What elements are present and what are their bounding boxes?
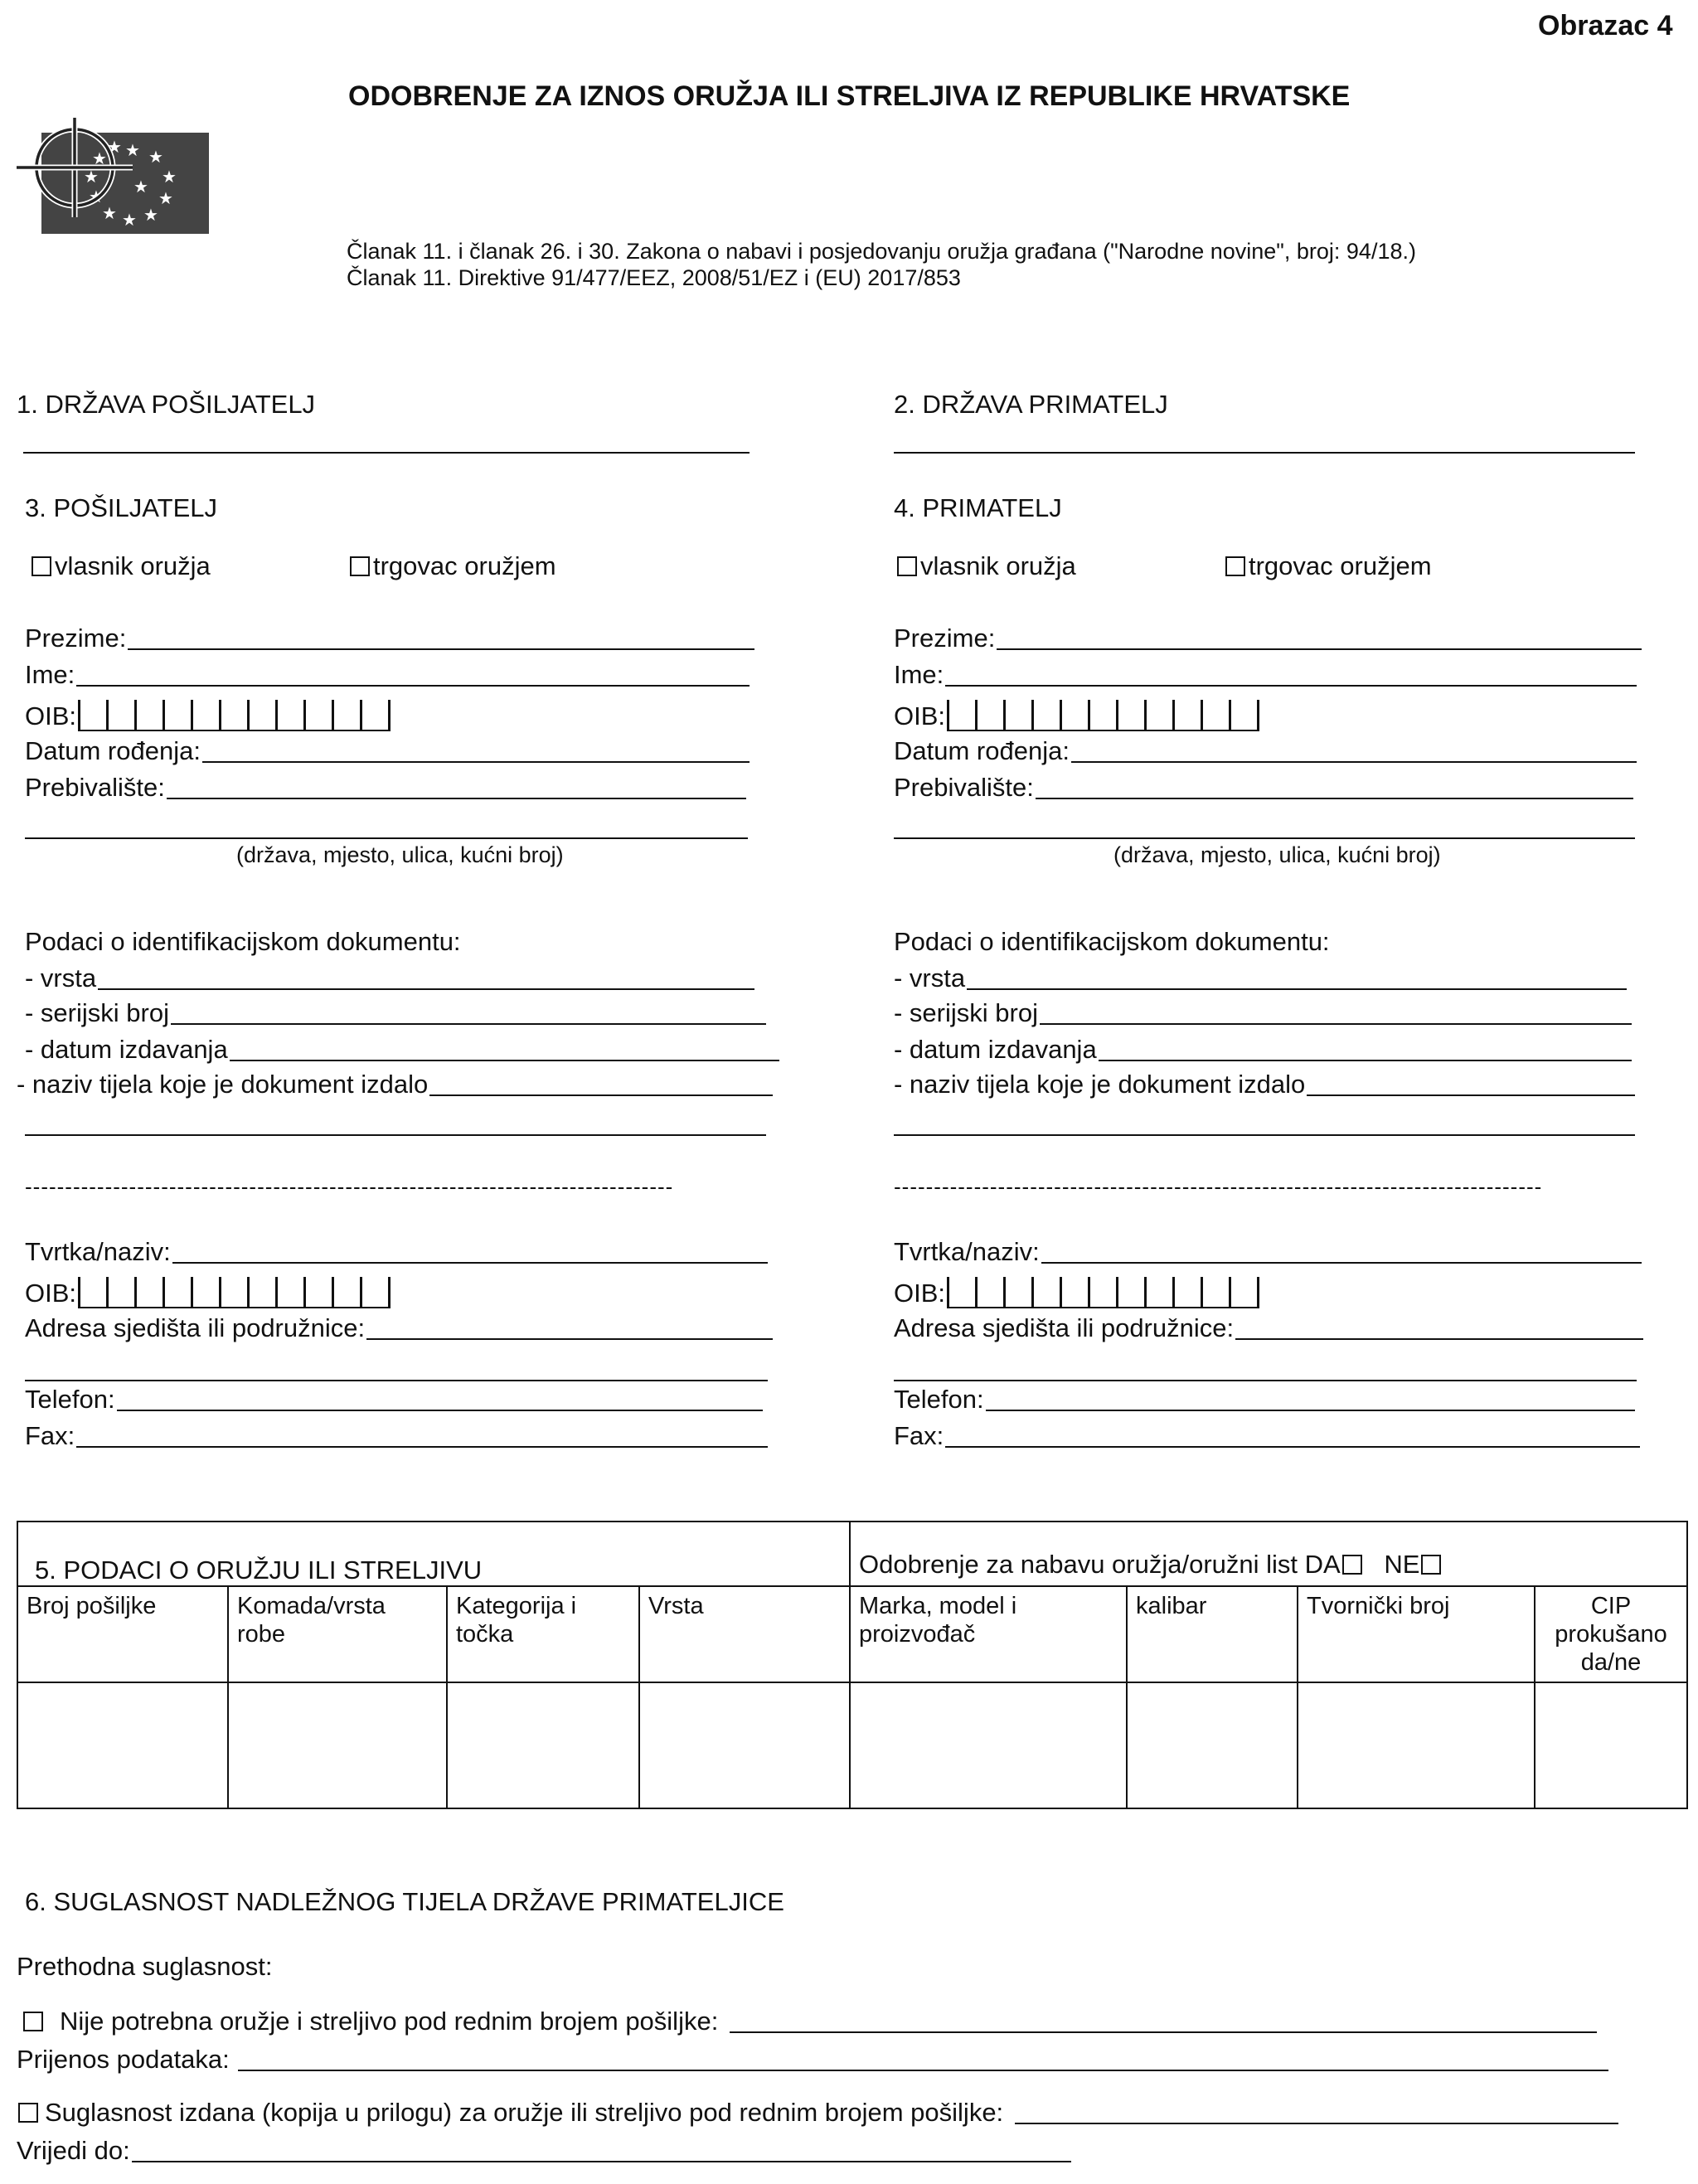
recipient-id-issuer-field[interactable]: - naziv tijela koje je dokument izdalo — [894, 1070, 1635, 1099]
law-reference-1: Članak 11. i članak 26. i 30. Zakona o nabavi i posjedovanju oružja građana ("Narodne novine", broj: 94/18.) — [347, 239, 1416, 264]
sender-id-type-field[interactable]: - vrsta — [25, 963, 754, 993]
checkbox-icon[interactable] — [897, 556, 917, 576]
col-header: Vrsta — [639, 1586, 850, 1682]
sender-fax-field[interactable]: Fax: — [25, 1421, 768, 1451]
sender-id-serial-field[interactable]: - serijski broj — [25, 998, 766, 1028]
svg-text:★: ★ — [143, 206, 158, 225]
recipient-owner-option[interactable]: vlasnik oružja — [897, 551, 1076, 581]
consent-issued-checkbox[interactable] — [18, 2103, 38, 2123]
sender-id-heading: Podaci o identifikacijskom dokumentu: — [25, 927, 461, 956]
sender-residence-field[interactable]: Prebivalište: — [25, 773, 746, 803]
eu-logo — [17, 116, 209, 234]
law-reference-2: Članak 11. Direktive 91/477/EEZ, 2008/51/EZ i (EU) 2017/853 — [347, 265, 961, 290]
sender-surname-field[interactable]: Prezime: — [25, 624, 754, 653]
sender-heading: 3. POŠILJATELJ — [25, 493, 218, 522]
sender-company-field[interactable]: Tvrtka/naziv: — [25, 1237, 768, 1267]
svg-text:★: ★ — [162, 168, 177, 187]
oib-boxes[interactable] — [78, 1275, 391, 1308]
sender-country-field[interactable] — [23, 452, 750, 454]
svg-text:★: ★ — [122, 211, 137, 230]
weapons-heading: 5. PODACI O ORUŽJU ILI STRELJIVU — [35, 1555, 483, 1585]
recipient-name-field[interactable]: Ime: — [894, 660, 1637, 690]
col-header: Tvornički broj — [1298, 1586, 1535, 1682]
col-header: Broj pošiljke — [17, 1586, 228, 1682]
oib-boxes[interactable] — [947, 1275, 1259, 1308]
recipient-residence-field[interactable]: Prebivalište: — [894, 773, 1633, 803]
recipient-country-field[interactable] — [894, 452, 1635, 454]
permit-cell — [850, 1522, 1687, 1586]
consent-issued-field[interactable]: Suglasnost izdana (kopija u prilogu) za oružje ili streljivo pod rednim brojem pošiljke: — [18, 2098, 1618, 2128]
sender-id-extra-line[interactable] — [25, 1134, 766, 1136]
sender-address-field[interactable]: Adresa sjedišta ili podružnice: — [25, 1313, 773, 1343]
col-header: Kategorija i točka — [447, 1586, 639, 1682]
sender-name-field[interactable]: Ime: — [25, 660, 750, 690]
form-title: ODOBRENJE ZA IZNOS ORUŽJA ILI STRELJIVA IZ REPUBLIKE HRVATSKE — [348, 80, 1351, 112]
col-header: CIP prokušano da/ne — [1535, 1586, 1687, 1682]
sender-id-issuer-field[interactable]: - naziv tijela koje je dokument izdalo — [17, 1070, 773, 1099]
table-cell[interactable] — [639, 1682, 850, 1808]
col-header: Marka, model i proizvođač — [850, 1586, 1127, 1682]
table-cell[interactable] — [1127, 1682, 1298, 1808]
weapons-table — [17, 1521, 1688, 1809]
sender-address-line2[interactable] — [25, 1380, 768, 1381]
recipient-company-oib-field[interactable]: OIB: — [894, 1275, 1259, 1308]
recipient-id-heading: Podaci o identifikacijskom dokumentu: — [894, 927, 1330, 956]
permit-label: Odobrenje za nabavu oružja/oružni list DA — [859, 1550, 1341, 1579]
recipient-residence-line2[interactable] — [894, 837, 1635, 839]
sender-dealer-option[interactable]: trgovac oružjem — [350, 551, 556, 581]
table-cell[interactable] — [17, 1682, 228, 1808]
sender-residence-hint: (država, mjesto, ulica, kućni broj) — [236, 842, 564, 867]
col-header: kalibar — [1127, 1586, 1298, 1682]
sender-oib-field[interactable]: OIB: — [25, 698, 391, 731]
not-needed-field[interactable]: Nije potrebna oružje i streljivo pod rednim brojem pošiljke: — [23, 2007, 1597, 2036]
recipient-address-field[interactable]: Adresa sjedišta ili podružnice: — [894, 1313, 1643, 1343]
sender-owner-option[interactable]: vlasnik oružja — [32, 551, 211, 581]
table-cell[interactable] — [850, 1682, 1127, 1808]
recipient-dob-field[interactable]: Datum rođenja: — [894, 736, 1637, 766]
svg-text:★: ★ — [158, 190, 173, 208]
form-number: Obrazac 4 — [1538, 10, 1673, 41]
recipient-phone-field[interactable]: Telefon: — [894, 1385, 1635, 1415]
checkbox-icon[interactable] — [350, 556, 370, 576]
recipient-id-type-field[interactable]: - vrsta — [894, 963, 1627, 993]
not-needed-checkbox[interactable] — [23, 2012, 43, 2031]
recipient-separator: --------------------------------------------------------------------------------- — [894, 1174, 1543, 1199]
sender-separator: --------------------------------------------------------------------------------- — [25, 1174, 674, 1199]
table-cell[interactable] — [1535, 1682, 1687, 1808]
recipient-oib-field[interactable]: OIB: — [894, 698, 1259, 731]
checkbox-icon[interactable] — [32, 556, 51, 576]
recipient-surname-field[interactable]: Prezime: — [894, 624, 1642, 653]
svg-text:★: ★ — [102, 205, 117, 223]
recipient-company-field[interactable]: Tvrtka/naziv: — [894, 1237, 1642, 1267]
permit-yes-checkbox[interactable] — [1342, 1555, 1362, 1575]
checkbox-icon[interactable] — [1225, 556, 1245, 576]
svg-text:★: ★ — [92, 150, 107, 168]
recipient-dealer-option[interactable]: trgovac oružjem — [1225, 551, 1432, 581]
table-cell[interactable] — [1298, 1682, 1535, 1808]
weapons-heading-cell — [17, 1522, 850, 1586]
sender-country-label: 1. DRŽAVA POŠILJATELJ — [17, 390, 316, 419]
section6-heading: 6. SUGLASNOST NADLEŽNOG TIJELA DRŽAVE PRIMATELJICE — [25, 1887, 784, 1916]
sender-phone-field[interactable]: Telefon: — [25, 1385, 763, 1415]
table-cell[interactable] — [447, 1682, 639, 1808]
recipient-address-line2[interactable] — [894, 1380, 1637, 1381]
svg-text:★: ★ — [148, 148, 163, 167]
recipient-heading: 4. PRIMATELJ — [894, 493, 1062, 522]
svg-text:★: ★ — [84, 168, 99, 187]
svg-text:★: ★ — [125, 142, 140, 160]
sender-dob-field[interactable]: Datum rođenja: — [25, 736, 750, 766]
svg-text:★: ★ — [89, 188, 104, 206]
oib-boxes[interactable] — [78, 698, 391, 731]
prior-consent-label: Prethodna suglasnost: — [17, 1952, 273, 1981]
recipient-residence-hint: (država, mjesto, ulica, kućni broj) — [1113, 842, 1441, 867]
recipient-fax-field[interactable]: Fax: — [894, 1421, 1640, 1451]
col-header: Komada/vrsta robe — [228, 1586, 447, 1682]
recipient-id-extra-line[interactable] — [894, 1134, 1635, 1136]
svg-text:★: ★ — [133, 178, 148, 197]
svg-text:★: ★ — [107, 138, 122, 157]
recipient-country-label: 2. DRŽAVA PRIMATELJ — [894, 390, 1168, 419]
table-cell[interactable] — [228, 1682, 447, 1808]
valid-until-field[interactable]: Vrijedi do: — [17, 2136, 1071, 2166]
data-transfer-field[interactable]: Prijenos podataka: — [17, 2045, 1608, 2075]
sender-residence-line2[interactable] — [25, 837, 748, 839]
recipient-id-serial-field[interactable]: - serijski broj — [894, 998, 1632, 1028]
sender-company-oib-field[interactable]: OIB: — [25, 1275, 391, 1308]
recipient-id-date-field[interactable]: - datum izdavanja — [894, 1035, 1632, 1065]
permit-no-label: NE — [1384, 1550, 1420, 1579]
permit-no-checkbox[interactable] — [1421, 1555, 1441, 1575]
oib-boxes[interactable] — [947, 698, 1259, 731]
sender-id-date-field[interactable]: - datum izdavanja — [25, 1035, 779, 1065]
